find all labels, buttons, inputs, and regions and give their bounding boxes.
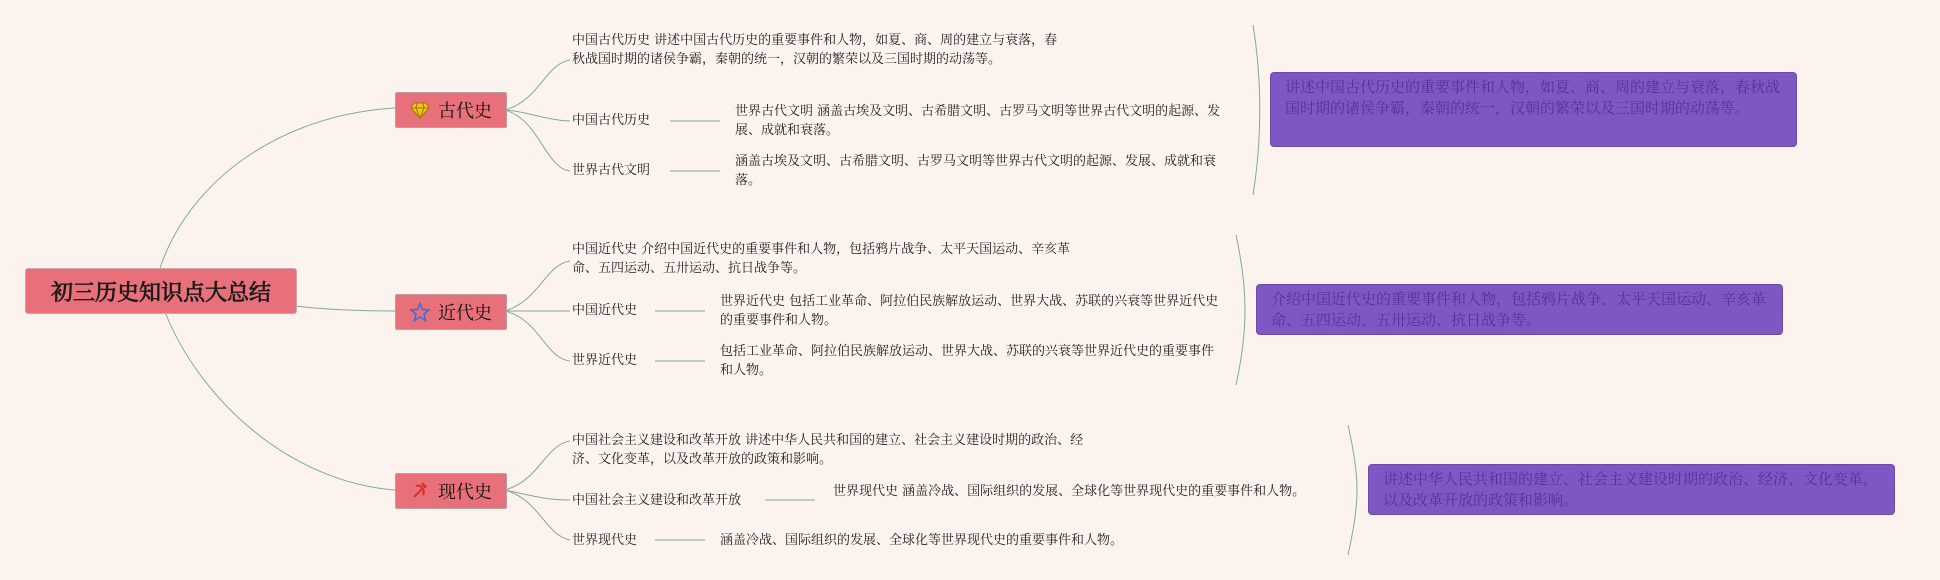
ancient-summary-brace [1253, 25, 1260, 195]
modern-summary-brace [1236, 235, 1245, 385]
root-topic[interactable] [25, 268, 297, 314]
node-contemporary-china-summary[interactable]: 中国社会主义建设和改革开放 讲述中华人民共和国的建立、社会主义建设时期的政治、经济、文化变革，以及改革开放的政策和影响。 [572, 433, 1084, 467]
branch-label: 现代史 [438, 482, 492, 503]
node-modern-world-summary[interactable]: 包括工业革命、阿拉伯民族解放运动、世界大战、苏联的兴衰等世界近代史的重要事件和人物。 [720, 344, 1215, 378]
node-contemporary-world-detail[interactable]: 世界现代史 涵盖冷战、国际组织的发展、全球化等世界现代史的重要事件和人物。 [833, 484, 1306, 499]
connector-root-modern [295, 306, 395, 311]
connector-line [505, 110, 570, 171]
connector-root-contemporary [165, 312, 395, 490]
node-ancient-world-detail[interactable]: 世界古代文明 涵盖古埃及文明、古希腊文明、古罗马文明等世界古代文明的起源、发展、成就和衰落。 [735, 104, 1221, 138]
star-icon [410, 302, 430, 322]
root-title: 初三历史知识点大总结 [50, 280, 271, 306]
hammer-sickle-icon [410, 481, 430, 501]
node-ancient-world-summary[interactable]: 涵盖古埃及文明、古希腊文明、古罗马文明等世界古代文明的起源、发展、成就和衰落。 [735, 154, 1217, 188]
connector-root-ancient [160, 108, 395, 268]
node-modern-china-summary[interactable]: 中国近代史 介绍中国近代史的重要事件和人物，包括鸦片战争、太平天国运动、辛亥革命、五四运动、五卅运动、抗日战争等。 [572, 242, 1071, 276]
node-contemporary-china[interactable]: 中国社会主义建设和改革开放 [572, 493, 742, 508]
connector-line [505, 490, 570, 500]
node-ancient-china-summary[interactable]: 中国古代历史 讲述中国古代历史的重要事件和人物，如夏、商、周的建立与衰落，春秋战国时期的诸侯争霸，秦朝的统一，汉朝的繁荣以及三国时期的动荡等。 [572, 33, 1058, 67]
diamond-icon [410, 100, 430, 120]
connector-line [505, 261, 570, 311]
node-modern-china[interactable]: 中国近代史 [572, 303, 638, 318]
node-ancient-world[interactable]: 世界古代文明 [572, 163, 651, 178]
node-modern-world-detail[interactable]: 世界近代史 包括工业革命、阿拉伯民族解放运动、世界大战、苏联的兴衰等世界近代史的重要事件和人物。 [720, 294, 1219, 328]
node-contemporary-world-summary[interactable]: 涵盖冷战、国际组织的发展、全球化等世界现代史的重要事件和人物。 [720, 533, 1124, 548]
connector-line [505, 490, 570, 540]
branch-label: 近代史 [438, 303, 492, 324]
summary-ancient[interactable] [1270, 72, 1797, 147]
connector-line [505, 110, 570, 121]
summary-modern[interactable] [1256, 284, 1783, 335]
branch-contemporary-history[interactable] [395, 473, 507, 509]
contemporary-summary-brace [1348, 425, 1357, 555]
branch-label: 古代史 [438, 101, 492, 122]
node-contemporary-world[interactable]: 世界现代史 [572, 533, 638, 548]
node-modern-world[interactable]: 世界近代史 [572, 353, 638, 368]
summary-contemporary-text: 讲述中华人民共和国的建立、社会主义建设时期的政治、经济、文化变革，以及改革开放的政策和影响。 [1383, 470, 1879, 509]
connector-line [505, 441, 570, 490]
branch-ancient-history[interactable] [395, 92, 507, 128]
branch-modern-history[interactable] [395, 294, 507, 330]
node-ancient-china[interactable]: 中国古代历史 [572, 113, 651, 128]
summary-contemporary[interactable] [1368, 464, 1895, 515]
summary-modern-text: 介绍中国近代史的重要事件和人物，包括鸦片战争、太平天国运动、辛亥革命、五四运动、五卅运动、抗日战争等。 [1271, 290, 1767, 329]
summary-ancient-text: 讲述中国古代历史的重要事件和人物，如夏、商、周的建立与衰落，春秋战国时期的诸侯争霸，秦朝的统一，汉朝的繁荣以及三国时期的动荡等。 [1285, 78, 1781, 117]
connector-ancient-1 [505, 60, 570, 110]
connector-line [505, 311, 570, 361]
